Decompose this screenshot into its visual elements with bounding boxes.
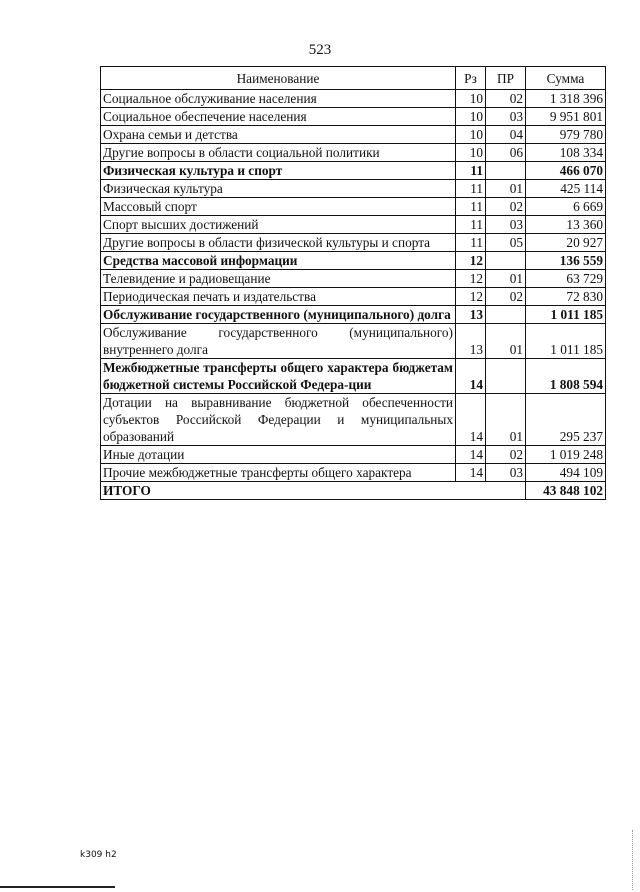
row-sum: 1 808 594 [526, 359, 606, 394]
table-row [101, 90, 606, 108]
row-sum: 13 360 [526, 216, 606, 234]
row-pr: 02 [486, 288, 526, 306]
table-row [101, 252, 606, 270]
table-row [101, 216, 606, 234]
row-sum: 136 559 [526, 252, 606, 270]
row-rz: 11 [456, 234, 486, 252]
row-sum: 63 729 [526, 270, 606, 288]
row-sum: 108 334 [526, 144, 606, 162]
total-sum: 43 848 102 [526, 482, 606, 500]
row-rz: 11 [456, 216, 486, 234]
row-name: Средства массовой информации [101, 252, 456, 270]
row-rz: 14 [456, 394, 486, 446]
row-name: Спорт высших достижений [101, 216, 456, 234]
table-row [101, 270, 606, 288]
row-pr [486, 162, 526, 180]
row-rz: 11 [456, 162, 486, 180]
table-row [101, 446, 606, 464]
row-rz: 13 [456, 324, 486, 359]
total-label: ИТОГО [101, 482, 526, 500]
table-row [101, 234, 606, 252]
row-pr [486, 359, 526, 394]
footer-rule [0, 886, 115, 888]
table-row [101, 359, 606, 394]
row-name: Другие вопросы в области социальной политики [101, 144, 456, 162]
row-sum: 6 669 [526, 198, 606, 216]
row-rz: 14 [456, 464, 486, 482]
row-rz: 13 [456, 306, 486, 324]
row-name: Физическая культура [101, 180, 456, 198]
row-name: Массовый спорт [101, 198, 456, 216]
total-row [101, 482, 606, 500]
header-rz: Рз [456, 67, 486, 90]
row-rz: 11 [456, 180, 486, 198]
table-row [101, 324, 606, 359]
table-row [101, 394, 606, 446]
row-name: Другие вопросы в области физической культуры и спорта [101, 234, 456, 252]
row-rz: 11 [456, 198, 486, 216]
table-row [101, 288, 606, 306]
row-pr: 03 [486, 216, 526, 234]
row-pr: 01 [486, 394, 526, 446]
row-name: Межбюджетные трансферты общего характера бюджетам бюджетной системы Российской Федера-ции [101, 359, 456, 394]
row-rz: 10 [456, 90, 486, 108]
row-sum: 72 830 [526, 288, 606, 306]
row-sum: 1 318 396 [526, 90, 606, 108]
row-name: Дотации на выравнивание бюджетной обеспеченности субъектов Российской Федерации и муниципальных образований [101, 394, 456, 446]
row-name: Иные дотации [101, 446, 456, 464]
row-sum: 425 114 [526, 180, 606, 198]
page-number: 523 [308, 42, 332, 58]
row-pr: 06 [486, 144, 526, 162]
row-sum: 1 011 185 [526, 324, 606, 359]
table-row [101, 144, 606, 162]
row-rz: 14 [456, 446, 486, 464]
row-name: Физическая культура и спорт [101, 162, 456, 180]
row-rz: 12 [456, 252, 486, 270]
row-sum: 466 070 [526, 162, 606, 180]
row-pr [486, 252, 526, 270]
row-pr: 02 [486, 198, 526, 216]
row-sum: 295 237 [526, 394, 606, 446]
header-pr: ПР [486, 67, 526, 90]
header-sum: Сумма [526, 67, 606, 90]
row-pr: 03 [486, 464, 526, 482]
row-sum: 979 780 [526, 126, 606, 144]
row-name: Телевидение и радиовещание [101, 270, 456, 288]
row-pr: 01 [486, 324, 526, 359]
table-body [101, 90, 606, 482]
row-name: Обслуживание государственного (муниципального) долга [101, 306, 456, 324]
row-pr: 01 [486, 270, 526, 288]
row-name: Социальное обслуживание населения [101, 90, 456, 108]
row-rz: 12 [456, 270, 486, 288]
row-pr: 01 [486, 180, 526, 198]
row-rz: 12 [456, 288, 486, 306]
row-sum: 1 011 185 [526, 306, 606, 324]
table-row [101, 162, 606, 180]
table-row [101, 464, 606, 482]
budget-table [100, 66, 606, 500]
row-name: Обслуживание государственного (муниципального) внутреннего долга [101, 324, 456, 359]
scan-edge-mark [632, 830, 634, 890]
row-name: Охрана семьи и детства [101, 126, 456, 144]
row-pr: 02 [486, 90, 526, 108]
row-rz: 14 [456, 359, 486, 394]
row-rz: 10 [456, 108, 486, 126]
table-row [101, 198, 606, 216]
row-pr [486, 306, 526, 324]
footer-code: k309 h2 [80, 850, 117, 860]
row-sum: 20 927 [526, 234, 606, 252]
row-rz: 10 [456, 126, 486, 144]
table-row [101, 108, 606, 126]
table-row [101, 180, 606, 198]
row-sum: 1 019 248 [526, 446, 606, 464]
row-sum: 9 951 801 [526, 108, 606, 126]
header-name: Наименование [101, 67, 456, 90]
table-row [101, 126, 606, 144]
row-name: Прочие межбюджетные трансферты общего характера [101, 464, 456, 482]
row-pr: 02 [486, 446, 526, 464]
row-sum: 494 109 [526, 464, 606, 482]
row-rz: 10 [456, 144, 486, 162]
row-name: Социальное обеспечение населения [101, 108, 456, 126]
table-row [101, 306, 606, 324]
row-pr: 04 [486, 126, 526, 144]
row-name: Периодическая печать и издательства [101, 288, 456, 306]
row-pr: 03 [486, 108, 526, 126]
table-header-row [101, 67, 606, 90]
row-pr: 05 [486, 234, 526, 252]
